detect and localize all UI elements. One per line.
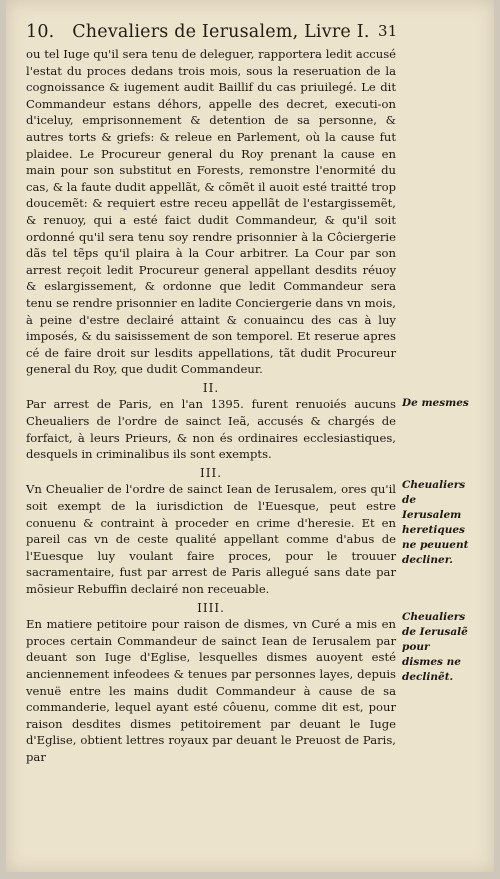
running-title: Chevaliers de Ierusalem, Livre I. bbox=[72, 22, 370, 42]
page-number: 10. bbox=[26, 22, 55, 42]
section-paragraph: Par arrest de Paris, en l'an 1395. furent renuoiés aucuns Cheualiers de l'ordre de sainct Ieã, accusés & chargés de forfaict, à leurs Prieurs, & non és ordinaires ecclesiastiques, desquels in criminalibus ils sont exempts. bbox=[26, 397, 396, 462]
section-paragraph: En matiere petitoire pour raison de dismes, vn Curé a mis en proces certain Commandeur de sainct Iean de Ierusalem par deuant son Iuge d'Eglise, lesquelles dismes auoyent esté anciennement infeodees & tenues par personnes layes, depuis venuë entre les mains dudit Commandeur à cause de sa commanderie, lequel ayant esté côuenu, comme dit est, pour raison desdites dismes petitoirement par deuant le Iuge d'Eglise, obtient lettres royaux par deuant le Preuost de Paris, par bbox=[26, 617, 396, 764]
section-numeral: II. bbox=[202, 380, 220, 395]
opening-paragraph: ou tel Iuge qu'il sera tenu de deleguer, rapportera ledit accusé l'estat du proces dedans trois mois, sous la reseruation de la cognoissance & iugement audit Baillif du cas priuilegé. Le dit Commandeur estans déhors, appelle des decret, executi-on d'iceluy, emprisonnement & detention de sa personne, & autres torts & griefs: & releue en Parlement, où la cause fut plaidee. Le Procureur general du Roy prenant la cause en main pour son substitut en Forests, remonstre l'enormité du cas, & la faute dudit appellãt, & cõmẽt il auoit esté traitté trop doucemẽt: & requiert estre receu appellãt de l'estargissemẽt, & renuoy, qui a esté faict dudit Commandeur, & qu'il soit ordonné qu'il sera tenu soy rendre prisonnier à la Côciergerie dãs tel tẽps qu'il plaira à la Cour arbitrer. La Cour par son arrest reçoit ledit Procureur general appellant desdits réuoy & eslargissement, & ordonne que ledit Commandeur sera tenu se rendre prisonnier en ladite Conciergerie dans vn mois, à peine d'estre declairé attaint & conuaincu des cas à luy imposés, & du saisissement de son temporel. Et reserue apres cé de faire droit sur lesdits appellations, tãt dudit Procureur general du Roy, que dudit Commandeur. bbox=[26, 47, 396, 377]
main-text-column bbox=[26, 46, 396, 766]
marginal-note: De mesmes bbox=[402, 397, 469, 409]
section-paragraph: Vn Cheualier de l'ordre de sainct Iean de Ierusalem, ores qu'il soit exempt de la iurisdiction de l'Euesque, peut estre conuenu & contraint à proceder en crime d'heresie. Et en pareil cas vn de ceste qualité appellant comme d'abus de l'Euesque luy voulant faire proces, pour le trouuer sacramentaire, fust par arrest de Paris allegué sans date par mõsieur Rebuffin declairé non receuable. bbox=[26, 482, 396, 596]
running-header bbox=[26, 22, 406, 42]
marginal-note: Cheualiers de Ierusalẽ pour dismes ne declinẽt. bbox=[402, 611, 468, 683]
section-numeral: III. bbox=[199, 465, 223, 480]
section-numeral: IIII. bbox=[197, 600, 225, 615]
book-page bbox=[6, 0, 494, 872]
folio-mark: 31 bbox=[378, 22, 398, 40]
marginal-note: Cheualiers de Ierusalem heretiques ne peuuent decliner. bbox=[402, 479, 469, 566]
